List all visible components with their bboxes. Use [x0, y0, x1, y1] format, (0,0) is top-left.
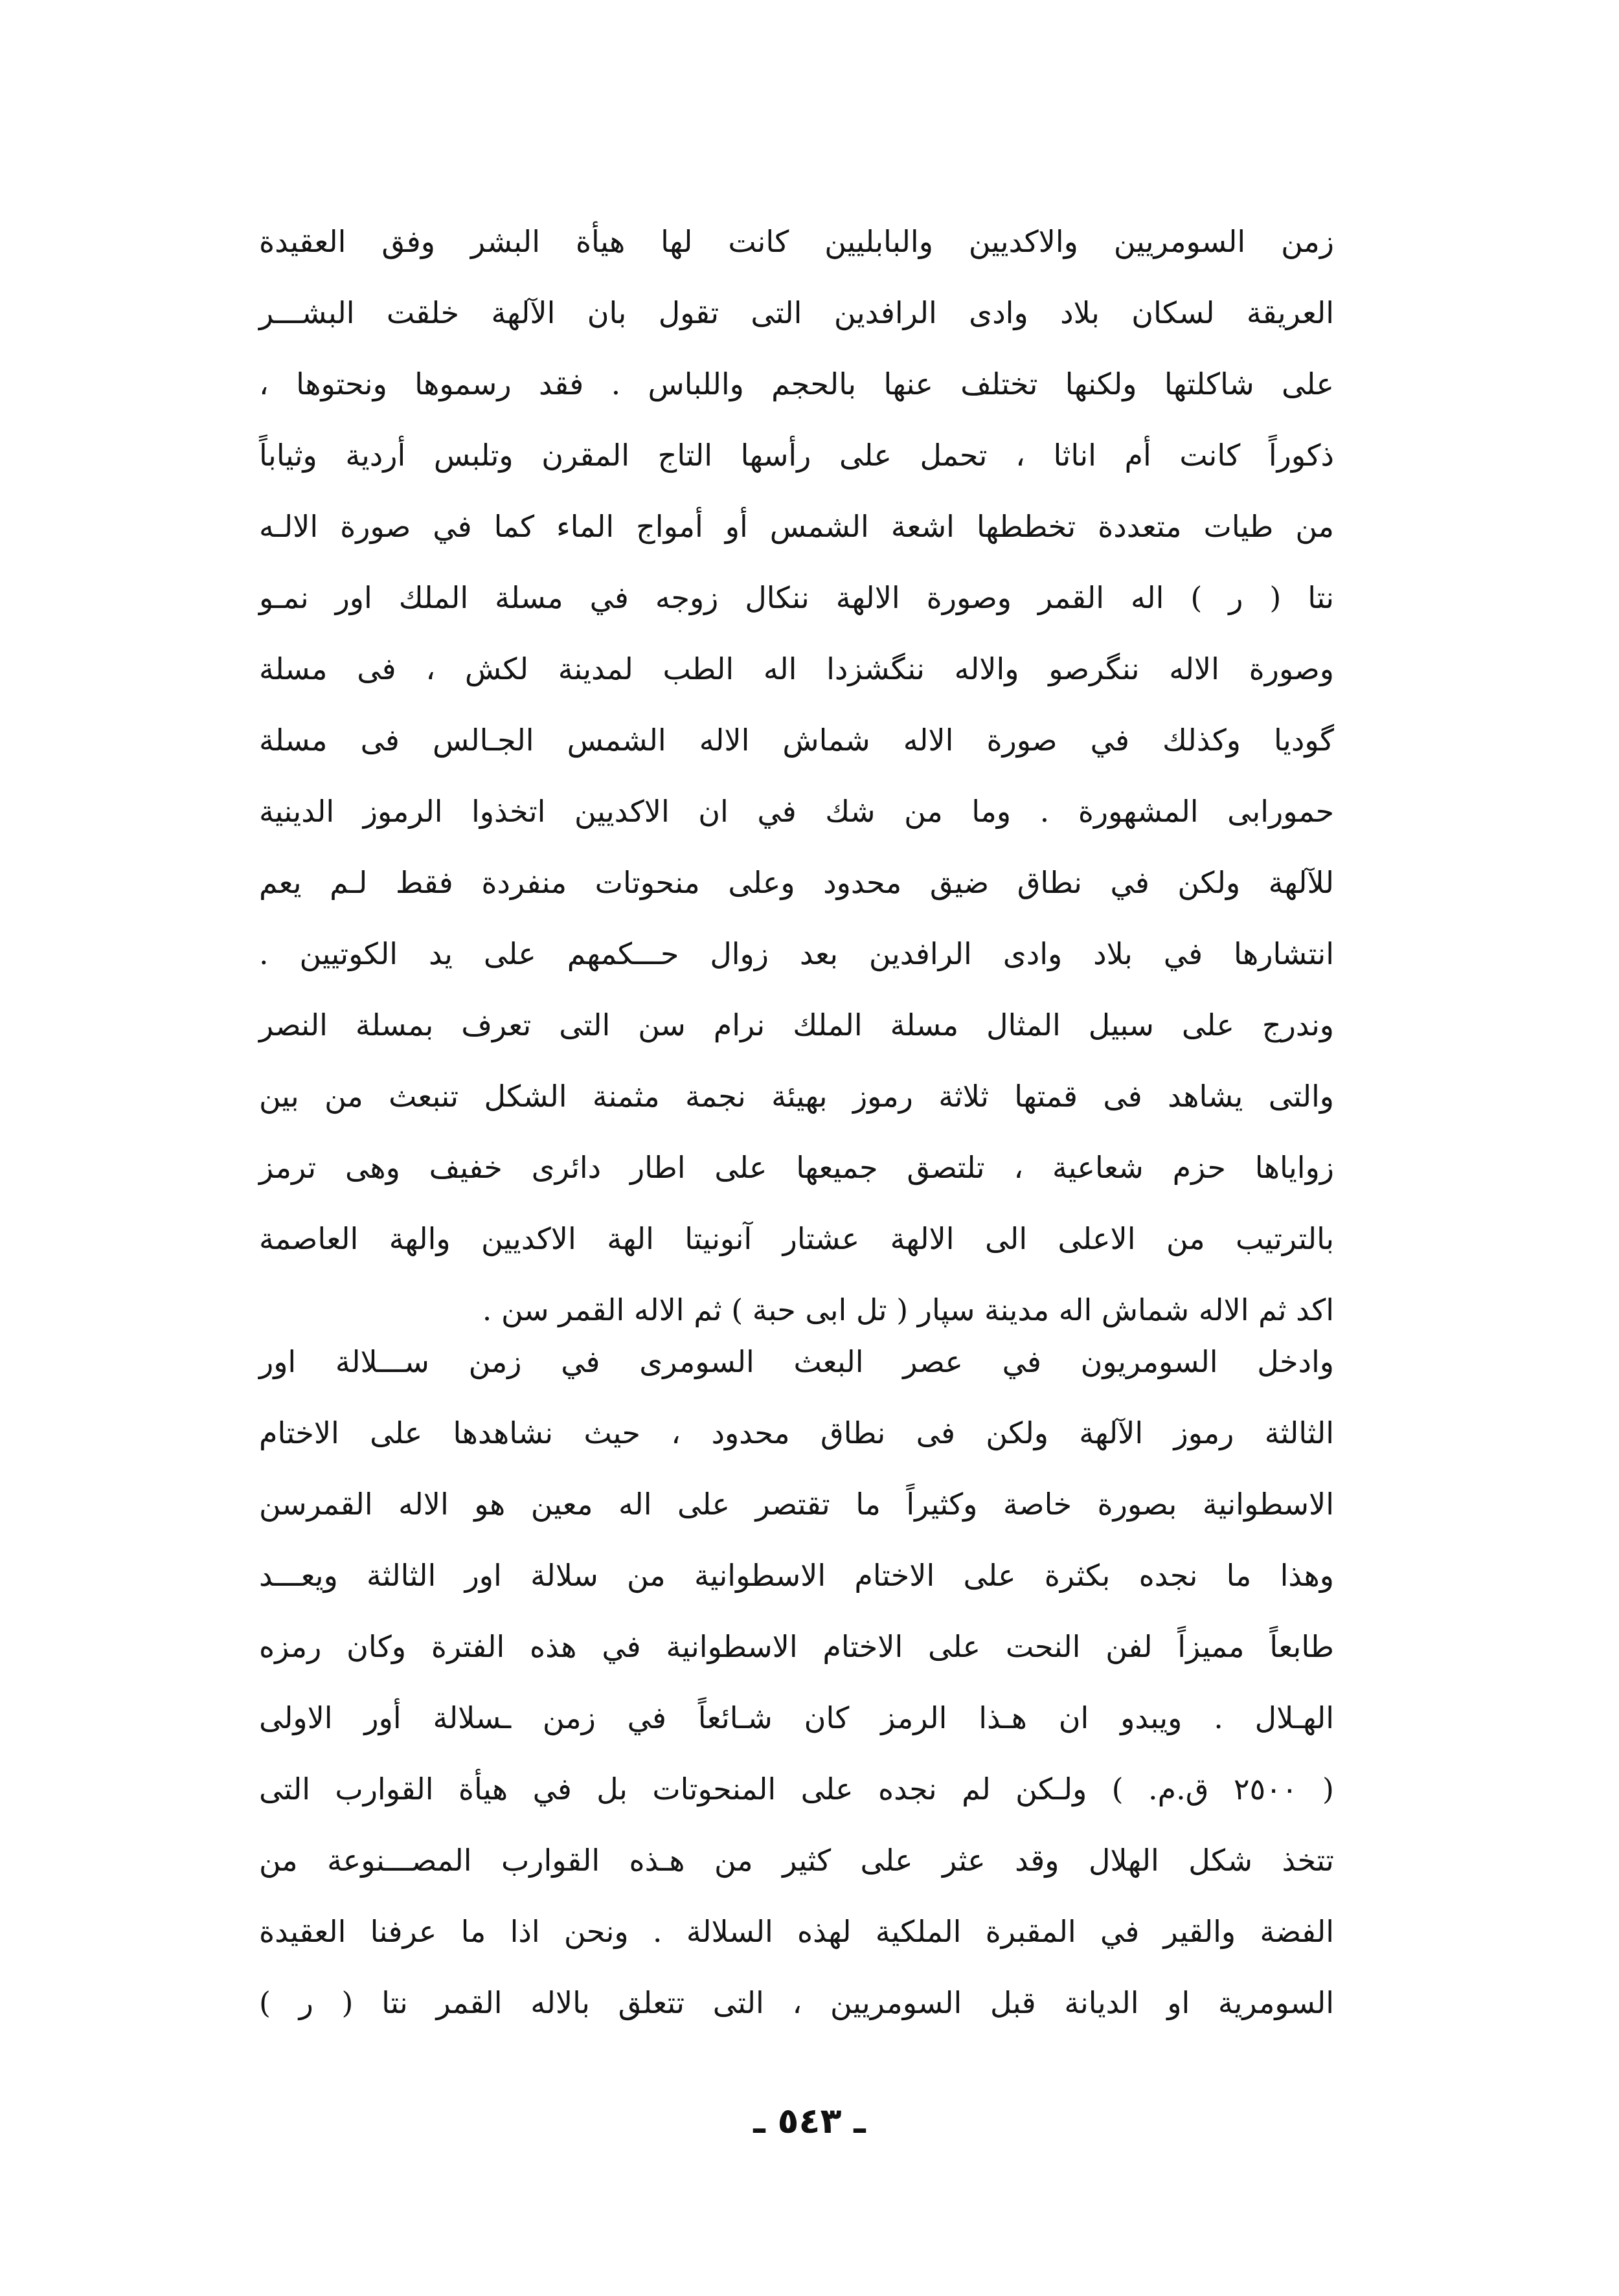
text-line: حمورابى المشهورة . وما من شك في ان الاكديين اتخذوا الرموز الدينية — [259, 794, 1334, 829]
text-line: نتا ( ر ) اله القمر وصورة الالهة ننكال زوجه في مسلة الملك اور نمـو — [259, 580, 1334, 615]
text-line: تتخذ شكل الهلال وقد عثر على كثير من هـذه القوارب المصـــنوعة من — [259, 1843, 1334, 1878]
paragraph-1 — [259, 206, 1334, 1345]
text-line: طابعاً مميزاً لفن النحت على الاختام الاسطوانية في هذه الفترة وكان رمزه — [259, 1629, 1334, 1664]
text-line: على شاكلتها ولكنها تختلف عنها بالحجم واللباس . فقد رسموها ونحتوها ، — [259, 366, 1334, 401]
text-line: والتى يشاهد فى قمتها ثلاثة رموز بهيئة نجمة مثمنة الشكل تنبعث من بين — [259, 1079, 1334, 1114]
text-line: من طيات متعددة تخططها اشعة الشمس أو أمواج الماء كما في صورة الالـه — [259, 509, 1334, 544]
text-line: ( ٢٥٠٠ ق.م. ) ولـكن لم نجده على المنحوتات بل في هيأة القوارب التى — [259, 1772, 1334, 1806]
text-line: الهـلال . ويبدو ان هـذا الرمز كان شـائعاً في زمن ـسلالة أور الاولى — [259, 1700, 1334, 1735]
text-line: للآلهة ولكن في نطاق ضيق محدود وعلى منحوتات منفردة فقط لـم يعم — [259, 865, 1334, 900]
text-line: وهذا ما نجده بكثرة على الاختام الاسطوانية من سلالة اور الثالثة ويعـــد — [259, 1558, 1334, 1593]
text-line: زواياها حزم شعاعية ، تلتصق جميعها على اطار دائرى خفيف وهى ترمز — [259, 1150, 1334, 1185]
paragraph-2 — [259, 1326, 1334, 2038]
text-line: العريقة لسكان بلاد وادى الرافدين التى تقول بان الآلهة خلقت البشـــر — [259, 295, 1334, 330]
text-line: اكد ثم الاله شماش اله مدينة سپار ( تل ابى حبة ) ثم الاله القمر سن . — [482, 1292, 1334, 1327]
text-line: وندرج على سبيل المثال مسلة الملك نرام سن التى تعرف بمسلة النصر — [259, 1007, 1334, 1042]
text-line: السومرية او الديانة قبل السومريين ، التى تتعلق بالاله القمر نتا ( ر ) — [259, 1985, 1334, 2020]
text-line: انتشارها في بلاد وادى الرافدين بعد زوال حـــكمهم على يد الكوتيين . — [259, 936, 1334, 971]
text-line: ذكوراً كانت أم اناثا ، تحمل على رأسها التاج المقرن وتلبس أردية وثياباً — [259, 438, 1334, 473]
text-line: وصورة الاله ننگرصو والاله ننگشزدا اله الطب لمدينة لكش ، فى مسلة — [259, 651, 1334, 686]
page-number: ـ ٥٤٣ ـ — [753, 2100, 866, 2141]
text-line: الفضة والقير في المقبرة الملكية لهذه السلالة . ونحن اذا ما عرفنا العقيدة — [259, 1914, 1334, 1949]
text-line: وادخل السومريون في عصر البعث السومرى في زمن ســـلالة اور — [259, 1344, 1334, 1379]
text-line: زمن السومريين والاكديين والبابليين كانت لها هيأة البشر وفق العقيدة — [259, 224, 1334, 259]
text-line: بالترتيب من الاعلى الى الالهة عشتار آنونيتا الهة الاكديين والهة العاصمة — [259, 1221, 1334, 1256]
text-line: الاسطوانية بصورة خاصة وكثيراً ما تقتصر على اله معين هو الاله القمرسن — [259, 1487, 1334, 1522]
text-line: گوديا وكذلك في صورة الاله شماش الاله الشمس الجـالس فى مسلة — [259, 723, 1334, 758]
text-line: الثالثة رموز الآلهة ولكن فى نطاق محدود ، حيث نشاهدها على الاختام — [259, 1415, 1334, 1450]
